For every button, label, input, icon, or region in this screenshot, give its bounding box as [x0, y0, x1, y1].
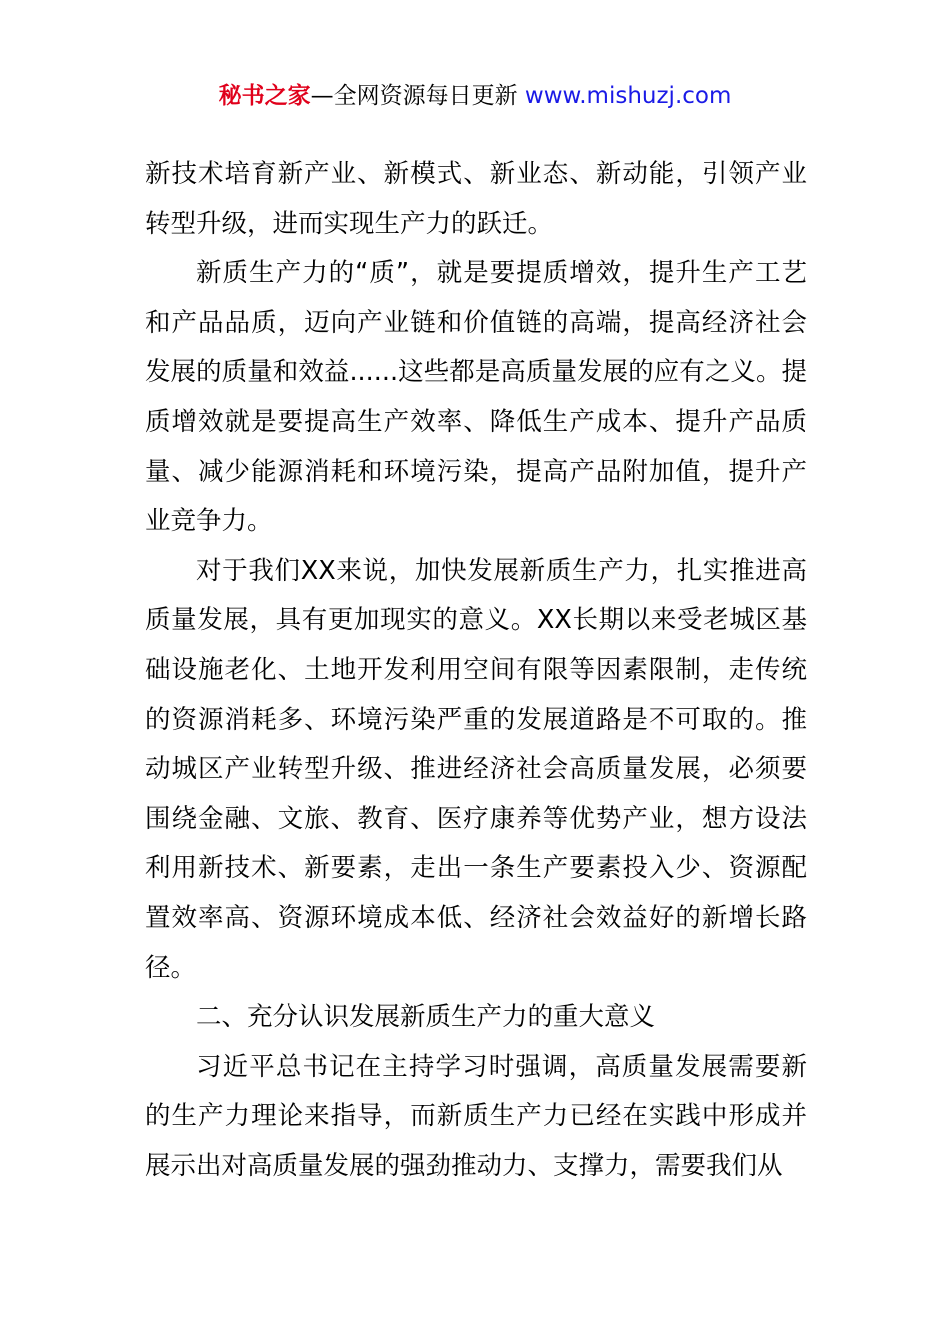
document-body — [145, 150, 807, 1191]
page-header — [0, 80, 950, 112]
brand-name: 秘书之家 — [218, 83, 311, 109]
header-tagline: —全网资源每日更新 — [310, 83, 525, 109]
paragraph-continuation: 新技术培育新产业、新模式、新业态、新动能，引领产业转型升级，进而实现生产力的跃迁。 — [145, 159, 807, 239]
section-heading: 二、充分认识发展新质生产力的重大意义 — [196, 1002, 656, 1033]
site-url-link[interactable]: www.mishuzj.com — [524, 83, 732, 109]
paragraph-quality: 新质生产力的“质”，就是要提质增效，提升生产工艺和产品品质，迈向产业链和价值链的高端，提高经济社会发展的质量和效益......这些都是高质量发展的应有之义。提质增效就是要提高生产效率、降低生产成本、提升产品质量、减少能源消耗和环境污染，提高产品附加值，提升产业竞争力。 — [145, 258, 807, 537]
paragraph-local-significance: 对于我们XX来说，加快发展新质生产力，扎实推进高质量发展，具有更加现实的意义。XX长期以来受老城区基础设施老化、土地开发利用空间有限等因素限制，走传统的资源消耗多、环境污染严重的发展道路是不可取的。推动城区产业转型升级、推进经济社会高质量发展，必须要围绕金融、文旅、教育、医疗康养等优势产业，想方设法利用新技术、新要素，走出一条生产要素投入少、资源配置效率高、资源环境成本低、经济社会效益好的新增长路径。 — [145, 555, 807, 983]
paragraph-speech: 习近平总书记在主持学习时强调，高质量发展需要新的生产力理论来指导，而新质生产力已经在实践中形成并展示出对高质量发展的强劲推动力、支撑力，需要我们从 — [145, 1051, 807, 1181]
